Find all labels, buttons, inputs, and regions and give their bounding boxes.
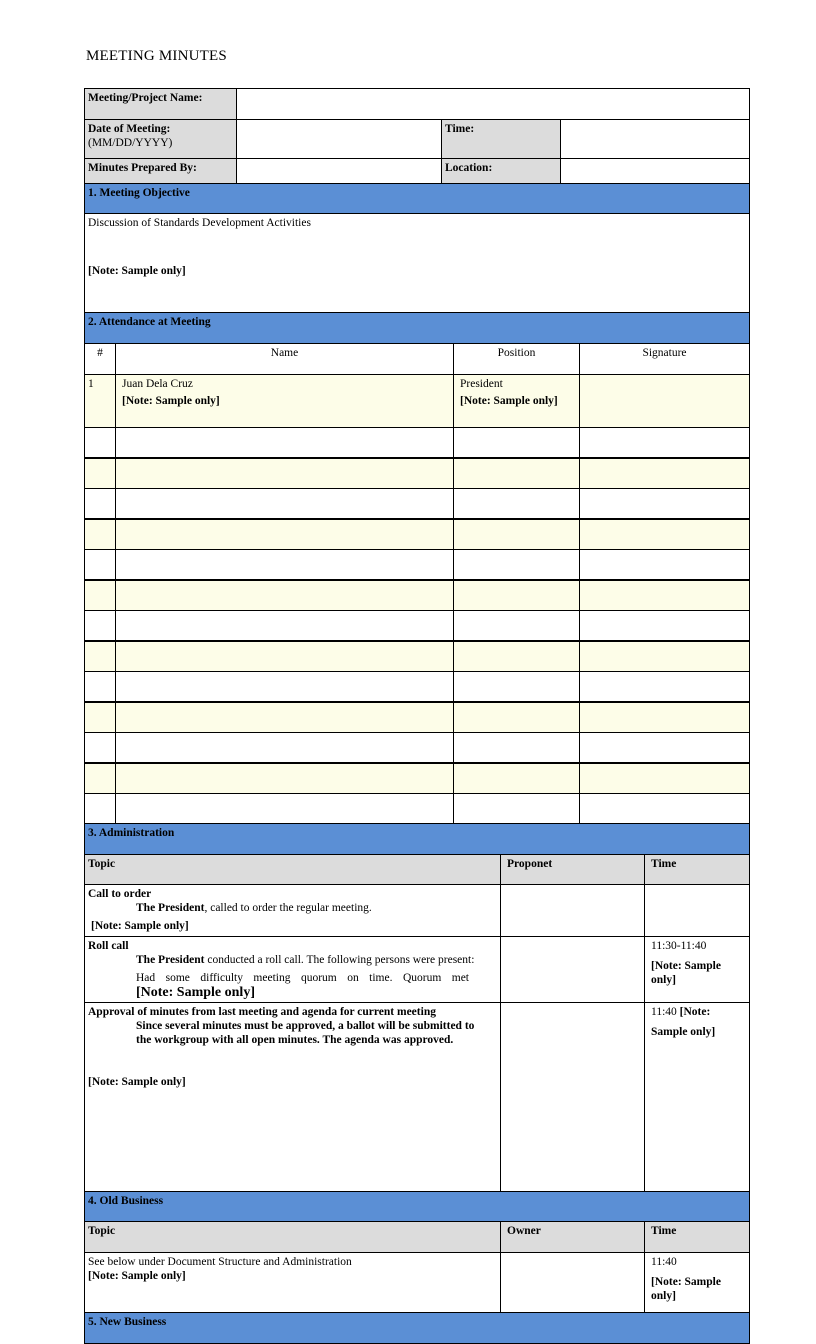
attendee-position-field[interactable] bbox=[453, 702, 580, 733]
attendee-number-field[interactable] bbox=[84, 763, 116, 794]
attendee-position-field[interactable] bbox=[453, 641, 580, 672]
location-field[interactable] bbox=[560, 158, 750, 184]
project-name-field[interactable] bbox=[236, 88, 750, 120]
date-label: Date of Meeting: bbox=[88, 123, 171, 135]
approval-proponent[interactable] bbox=[500, 1002, 645, 1192]
call-to-order-title: Call to order bbox=[88, 888, 152, 900]
attendee-position-field[interactable] bbox=[453, 610, 580, 641]
attendee-position-field[interactable] bbox=[453, 793, 580, 824]
attendee-signature-field[interactable] bbox=[579, 702, 750, 733]
roll-call-time: 11:30-11:40 bbox=[651, 940, 707, 952]
col-header-number: # bbox=[84, 343, 116, 375]
section-new-business: 5. New Business bbox=[84, 1312, 750, 1344]
approval-note: [Note: Sample only] bbox=[88, 1076, 186, 1088]
attendee-name-cell[interactable] bbox=[115, 374, 454, 428]
attendee-signature-field[interactable] bbox=[579, 549, 750, 580]
roll-call-note: [Note: Sample only] bbox=[136, 985, 255, 1000]
attendee-name-field[interactable] bbox=[115, 702, 454, 733]
attendee-number-field[interactable] bbox=[84, 702, 116, 733]
attendee-name-field[interactable] bbox=[115, 427, 454, 458]
attendee-number-field[interactable] bbox=[84, 427, 116, 458]
attendee-signature-cell[interactable] bbox=[579, 374, 750, 428]
attendee-position: President bbox=[460, 378, 503, 390]
page-title: MEETING MINUTES bbox=[86, 48, 227, 64]
objective-text: Discussion of Standards Development Activities bbox=[88, 217, 311, 229]
attendee-position-field[interactable] bbox=[453, 671, 580, 702]
old-business-note: [Note: Sample only] bbox=[88, 1270, 186, 1282]
attendee-name-field[interactable] bbox=[115, 458, 454, 489]
call-to-order-cell bbox=[84, 884, 501, 937]
attendee-signature-field[interactable] bbox=[579, 519, 750, 550]
attendee-name-field[interactable] bbox=[115, 732, 454, 763]
old-col-topic: Topic bbox=[84, 1221, 501, 1253]
attendee-number-field[interactable] bbox=[84, 641, 116, 672]
admin-col-proponent: Proponet bbox=[500, 854, 645, 885]
attendee-number-field[interactable] bbox=[84, 488, 116, 519]
prepared-by-field[interactable] bbox=[236, 158, 442, 184]
attendee-position-cell[interactable] bbox=[453, 374, 580, 428]
attendee-signature-field[interactable] bbox=[579, 793, 750, 824]
roll-call-actor: The President bbox=[136, 954, 205, 966]
date-label-cell bbox=[84, 119, 237, 159]
approval-title: Approval of minutes from last meeting and agenda for current meeting bbox=[88, 1006, 436, 1018]
attendee-name-field[interactable] bbox=[115, 610, 454, 641]
old-business-time: 11:40 bbox=[651, 1256, 677, 1268]
approval-time: 11:40 bbox=[651, 1006, 677, 1018]
attendee-name-field[interactable] bbox=[115, 763, 454, 794]
roll-call-title: Roll call bbox=[88, 940, 129, 952]
attendee-number: 1 bbox=[84, 374, 116, 428]
old-col-time: Time bbox=[644, 1221, 750, 1253]
old-business-owner[interactable] bbox=[500, 1252, 645, 1313]
old-col-owner: Owner bbox=[500, 1221, 645, 1253]
time-label: Time: bbox=[441, 119, 561, 159]
attendee-name-field[interactable] bbox=[115, 549, 454, 580]
attendee-number-field[interactable] bbox=[84, 549, 116, 580]
prepared-by-label: Minutes Prepared By: bbox=[84, 158, 237, 184]
attendee-position-field[interactable] bbox=[453, 549, 580, 580]
attendee-number-field[interactable] bbox=[84, 732, 116, 763]
approval-line2: the workgroup with all open minutes. The agenda was approved. bbox=[136, 1034, 454, 1046]
attendee-signature-field[interactable] bbox=[579, 671, 750, 702]
attendee-signature-field[interactable] bbox=[579, 488, 750, 519]
roll-call-cell bbox=[84, 936, 501, 1003]
date-field[interactable] bbox=[236, 119, 442, 159]
call-to-order-note: [Note: Sample only] bbox=[91, 920, 189, 932]
attendee-signature-field[interactable] bbox=[579, 580, 750, 611]
date-hint: (MM/DD/YYYY) bbox=[88, 137, 173, 149]
old-business-text: See below under Document Structure and Administration bbox=[88, 1256, 352, 1268]
attendee-position-field[interactable] bbox=[453, 458, 580, 489]
old-business-time-cell[interactable] bbox=[644, 1252, 750, 1313]
old-business-time-note: [Note: Sample only] bbox=[651, 1276, 721, 1302]
attendee-number-field[interactable] bbox=[84, 519, 116, 550]
attendee-name: Juan Dela Cruz bbox=[122, 378, 193, 390]
roll-call-time-cell[interactable] bbox=[644, 936, 750, 1003]
roll-call-time-note: [Note: Sample only] bbox=[651, 960, 721, 986]
objective-note: [Note: Sample only] bbox=[88, 265, 186, 277]
call-to-order-rest: , called to order the regular meeting. bbox=[204, 902, 372, 914]
approval-cell bbox=[84, 1002, 501, 1192]
roll-call-rest: conducted a roll call. The following persons were present: bbox=[204, 954, 475, 966]
call-to-order-proponent[interactable] bbox=[500, 884, 645, 937]
col-header-name: Name bbox=[115, 343, 454, 375]
call-to-order-actor: The President bbox=[136, 902, 205, 914]
attendee-number-field[interactable] bbox=[84, 793, 116, 824]
location-label: Location: bbox=[441, 158, 561, 184]
call-to-order-time[interactable] bbox=[644, 884, 750, 937]
attendee-number-field[interactable] bbox=[84, 458, 116, 489]
attendee-signature-field[interactable] bbox=[579, 610, 750, 641]
call-to-order-text bbox=[88, 901, 497, 915]
attendee-position-field[interactable] bbox=[453, 427, 580, 458]
project-name-label: Meeting/Project Name: bbox=[84, 88, 237, 120]
section-administration: 3. Administration bbox=[84, 823, 750, 855]
attendee-number-field[interactable] bbox=[84, 671, 116, 702]
time-field[interactable] bbox=[560, 119, 750, 159]
section-meeting-objective: 1. Meeting Objective bbox=[84, 183, 750, 214]
attendee-position-note: [Note: Sample only] bbox=[460, 395, 558, 407]
attendee-signature-field[interactable] bbox=[579, 427, 750, 458]
roll-call-proponent[interactable] bbox=[500, 936, 645, 1003]
attendee-signature-field[interactable] bbox=[579, 458, 750, 489]
objective-cell bbox=[84, 213, 750, 313]
col-header-position: Position bbox=[453, 343, 580, 375]
attendee-name-note: [Note: Sample only] bbox=[122, 395, 220, 407]
approval-time-note-a: [Note: bbox=[679, 1006, 711, 1018]
attendee-name-field[interactable] bbox=[115, 641, 454, 672]
roll-call-line2: Had some difficulty meeting quorum on time. Quorum met bbox=[136, 972, 469, 984]
attendee-signature-field[interactable] bbox=[579, 641, 750, 672]
attendee-position-field[interactable] bbox=[453, 763, 580, 794]
attendee-signature-field[interactable] bbox=[579, 732, 750, 763]
admin-col-time: Time bbox=[644, 854, 750, 885]
attendee-name-field[interactable] bbox=[115, 488, 454, 519]
attendee-position-field[interactable] bbox=[453, 488, 580, 519]
attendee-position-field[interactable] bbox=[453, 732, 580, 763]
attendee-position-field[interactable] bbox=[453, 519, 580, 550]
attendee-name-field[interactable] bbox=[115, 519, 454, 550]
approval-line1: Since several minutes must be approved, a ballot will be submitted to bbox=[136, 1020, 475, 1032]
col-header-signature: Signature bbox=[579, 343, 750, 375]
attendee-position-field[interactable] bbox=[453, 580, 580, 611]
attendee-name-field[interactable] bbox=[115, 671, 454, 702]
approval-time-note-b: Sample only] bbox=[651, 1026, 716, 1038]
section-attendance: 2. Attendance at Meeting bbox=[84, 312, 750, 344]
admin-col-topic: Topic bbox=[84, 854, 501, 885]
attendee-number-field[interactable] bbox=[84, 580, 116, 611]
roll-call-text bbox=[88, 953, 497, 967]
attendee-number-field[interactable] bbox=[84, 610, 116, 641]
old-business-cell bbox=[84, 1252, 501, 1313]
attendee-signature-field[interactable] bbox=[579, 763, 750, 794]
section-old-business: 4. Old Business bbox=[84, 1191, 750, 1222]
approval-time-cell[interactable] bbox=[644, 1002, 750, 1192]
attendee-name-field[interactable] bbox=[115, 793, 454, 824]
attendee-name-field[interactable] bbox=[115, 580, 454, 611]
